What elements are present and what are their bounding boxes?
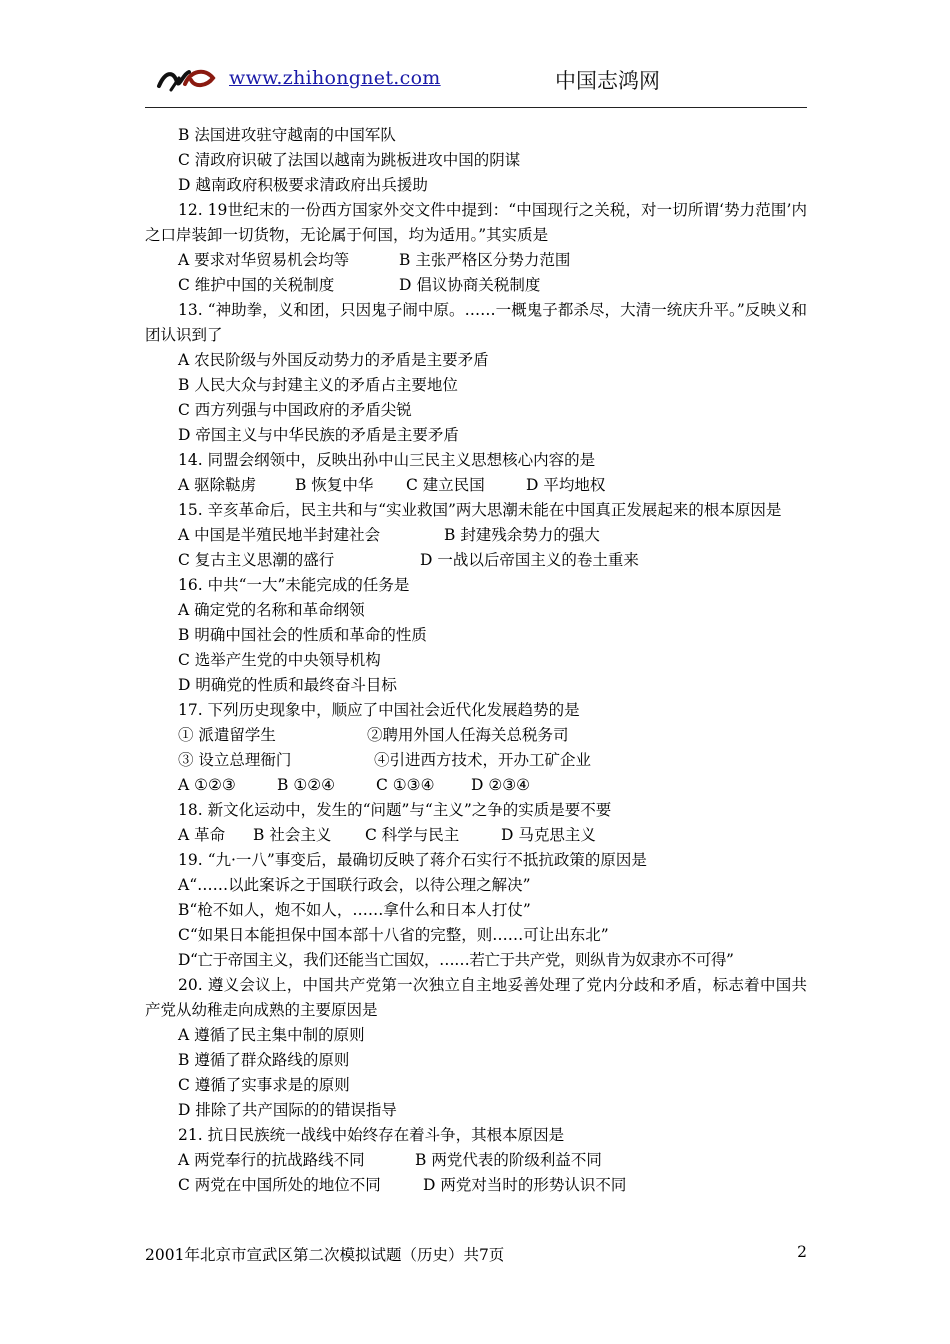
q13-stem: 13. “神助拳，义和团，只因鬼子闹中原。……一概鬼子都杀尽，大清一统庆升平。”反映义和团认识到了 xyxy=(145,301,807,344)
q17-item-4: ④引进西方技术，开办工矿企业 xyxy=(374,751,592,769)
q21-options-ab xyxy=(145,1148,807,1173)
q19-option-b: B“枪不如人，炮不如人，……拿什么和日本人打仗” xyxy=(178,901,531,919)
q15-options-cd xyxy=(145,548,807,573)
q14-option-b: B 恢复中华 xyxy=(295,476,374,494)
q13-option-a: A 农民阶级与外国反动势力的矛盾是主要矛盾 xyxy=(178,351,489,369)
q20-option-d: D 排除了共产国际的的错误指导 xyxy=(178,1101,397,1119)
q21-option-d: D 两党对当时的形势认识不同 xyxy=(423,1176,627,1194)
q19-option-d: D“亡于帝国主义，我们还能当亡国奴，……若亡于共产党，则纵肯为奴隶亦不可得” xyxy=(178,951,734,969)
q14-option-d: D 平均地权 xyxy=(526,476,606,494)
q15-option-b: B 封建残余势力的强大 xyxy=(444,526,600,544)
q21-options-cd xyxy=(145,1173,807,1198)
page-footer xyxy=(145,1243,807,1265)
q17-items-12 xyxy=(145,723,807,748)
q12-stem: 12. 19世纪末的一份西方国家外交文件中提到：“中国现行之关税，对一切所谓‘势力范围’内之口岸装卸一切货物，无论属于何国，均为适用。”其实质是 xyxy=(145,201,807,244)
q17-item-3: ③ 设立总理衙门 xyxy=(178,751,292,769)
q20-option-b: B 遵循了群众路线的原则 xyxy=(178,1051,350,1069)
q16-stem: 16. 中共“一大”未能完成的任务是 xyxy=(178,576,410,594)
q17-stem: 17. 下列历史现象中，顺应了中国社会近代化发展趋势的是 xyxy=(178,701,580,719)
q17-item-2: ②聘用外国人任海关总税务司 xyxy=(367,726,569,744)
q12-option-b: B 主张严格区分势力范围 xyxy=(399,251,571,269)
q19-stem: 19. “九·一八”事变后，最确切反映了蒋介石实行不抵抗政策的原因是 xyxy=(178,851,647,869)
q12-option-a: A 要求对华贸易机会均等 xyxy=(178,251,350,269)
q17-option-b: B ①②④ xyxy=(277,776,336,794)
q14-stem: 14. 同盟会纲领中，反映出孙中山三民主义思想核心内容的是 xyxy=(178,451,596,469)
q15-option-a: A 中国是半殖民地半封建社会 xyxy=(178,526,381,544)
q17-option-a: A ①②③ xyxy=(178,776,236,794)
q13-option-c: C 西方列强与中国政府的矛盾尖锐 xyxy=(178,401,412,419)
prev-option-d: D 越南政府积极要求清政府出兵援助 xyxy=(178,176,428,194)
q12-options-cd xyxy=(145,273,807,298)
q18-option-d: D 马克思主义 xyxy=(501,826,596,844)
q19-option-a: A“……以此案诉之于国联行政会，以待公理之解决” xyxy=(178,876,531,894)
prev-option-c: C 清政府识破了法国以越南为跳板进攻中国的阴谋 xyxy=(178,151,521,169)
q17-option-d: D ②③④ xyxy=(471,776,531,794)
q12-option-c: C 维护中国的关税制度 xyxy=(178,276,335,294)
q12-option-d: D 倡议协商关税制度 xyxy=(399,276,541,294)
site-url-link[interactable]: www.zhihongnet.com xyxy=(229,67,441,89)
q17-items-34 xyxy=(145,748,807,773)
q16-option-b: B 明确中国社会的性质和革命的性质 xyxy=(178,626,427,644)
q17-options xyxy=(145,773,807,798)
q15-option-c: C 复古主义思潮的盛行 xyxy=(178,551,335,569)
q12-options-ab xyxy=(145,248,807,273)
q18-option-a: A 革命 xyxy=(178,826,226,844)
q15-option-d: D 一战以后帝国主义的卷土重来 xyxy=(420,551,639,569)
q21-option-b: B 两党代表的阶级利益不同 xyxy=(415,1151,602,1169)
site-name: 中国志鸿网 xyxy=(555,69,660,93)
q21-option-c: C 两党在中国所处的地位不同 xyxy=(178,1176,381,1194)
q15-stem: 15. 辛亥革命后，民主共和与“实业救国”两大思潮未能在中国真正发展起来的根本原因是 xyxy=(178,501,782,519)
q18-option-c: C 科学与民主 xyxy=(365,826,460,844)
q20-stem: 20. 遵义会议上，中国共产党第一次独立自主地妥善处理了党内分歧和矛盾，标志着中国共产党从幼稚走向成熟的主要原因是 xyxy=(145,976,807,1019)
q14-options xyxy=(145,473,807,498)
q18-options xyxy=(145,823,807,848)
q19-option-c: C“如果日本能担保中国本部十八省的完整，则……可让出东北” xyxy=(178,926,609,944)
q16-option-c: C 选举产生党的中央领导机构 xyxy=(178,651,381,669)
q18-stem: 18. 新文化运动中，发生的“问题”与“主义”之争的实质是要不要 xyxy=(178,801,612,819)
q17-option-c: C ①③④ xyxy=(376,776,435,794)
q16-option-a: A 确定党的名称和革命纲领 xyxy=(178,601,365,619)
q14-option-c: C 建立民国 xyxy=(406,476,485,494)
q16-option-d: D 明确党的性质和最终奋斗目标 xyxy=(178,676,397,694)
page-header xyxy=(145,62,807,104)
page-number: 2 xyxy=(797,1243,807,1261)
zhihong-logo-icon xyxy=(155,64,217,94)
q20-option-c: C 遵循了实事求是的原则 xyxy=(178,1076,350,1094)
q15-options-ab xyxy=(145,523,807,548)
q17-item-1: ① 派遣留学生 xyxy=(178,726,276,744)
q18-option-b: B 社会主义 xyxy=(253,826,332,844)
q13-option-d: D 帝国主义与中华民族的矛盾是主要矛盾 xyxy=(178,426,459,444)
q14-option-a: A 驱除鞑虏 xyxy=(178,476,257,494)
q13-option-b: B 人民大众与封建主义的矛盾占主要地位 xyxy=(178,376,458,394)
prev-option-b: B 法国进攻驻守越南的中国军队 xyxy=(178,126,396,144)
footer-title: 2001年北京市宣武区第二次模拟试题（历史）共7页 xyxy=(145,1246,505,1264)
exam-content xyxy=(145,123,807,1198)
q21-stem: 21. 抗日民族统一战线中始终存在着斗争，其根本原因是 xyxy=(178,1126,565,1144)
q21-option-a: A 两党奉行的抗战路线不同 xyxy=(178,1151,365,1169)
q20-option-a: A 遵循了民主集中制的原则 xyxy=(178,1026,365,1044)
header-divider xyxy=(145,107,807,108)
